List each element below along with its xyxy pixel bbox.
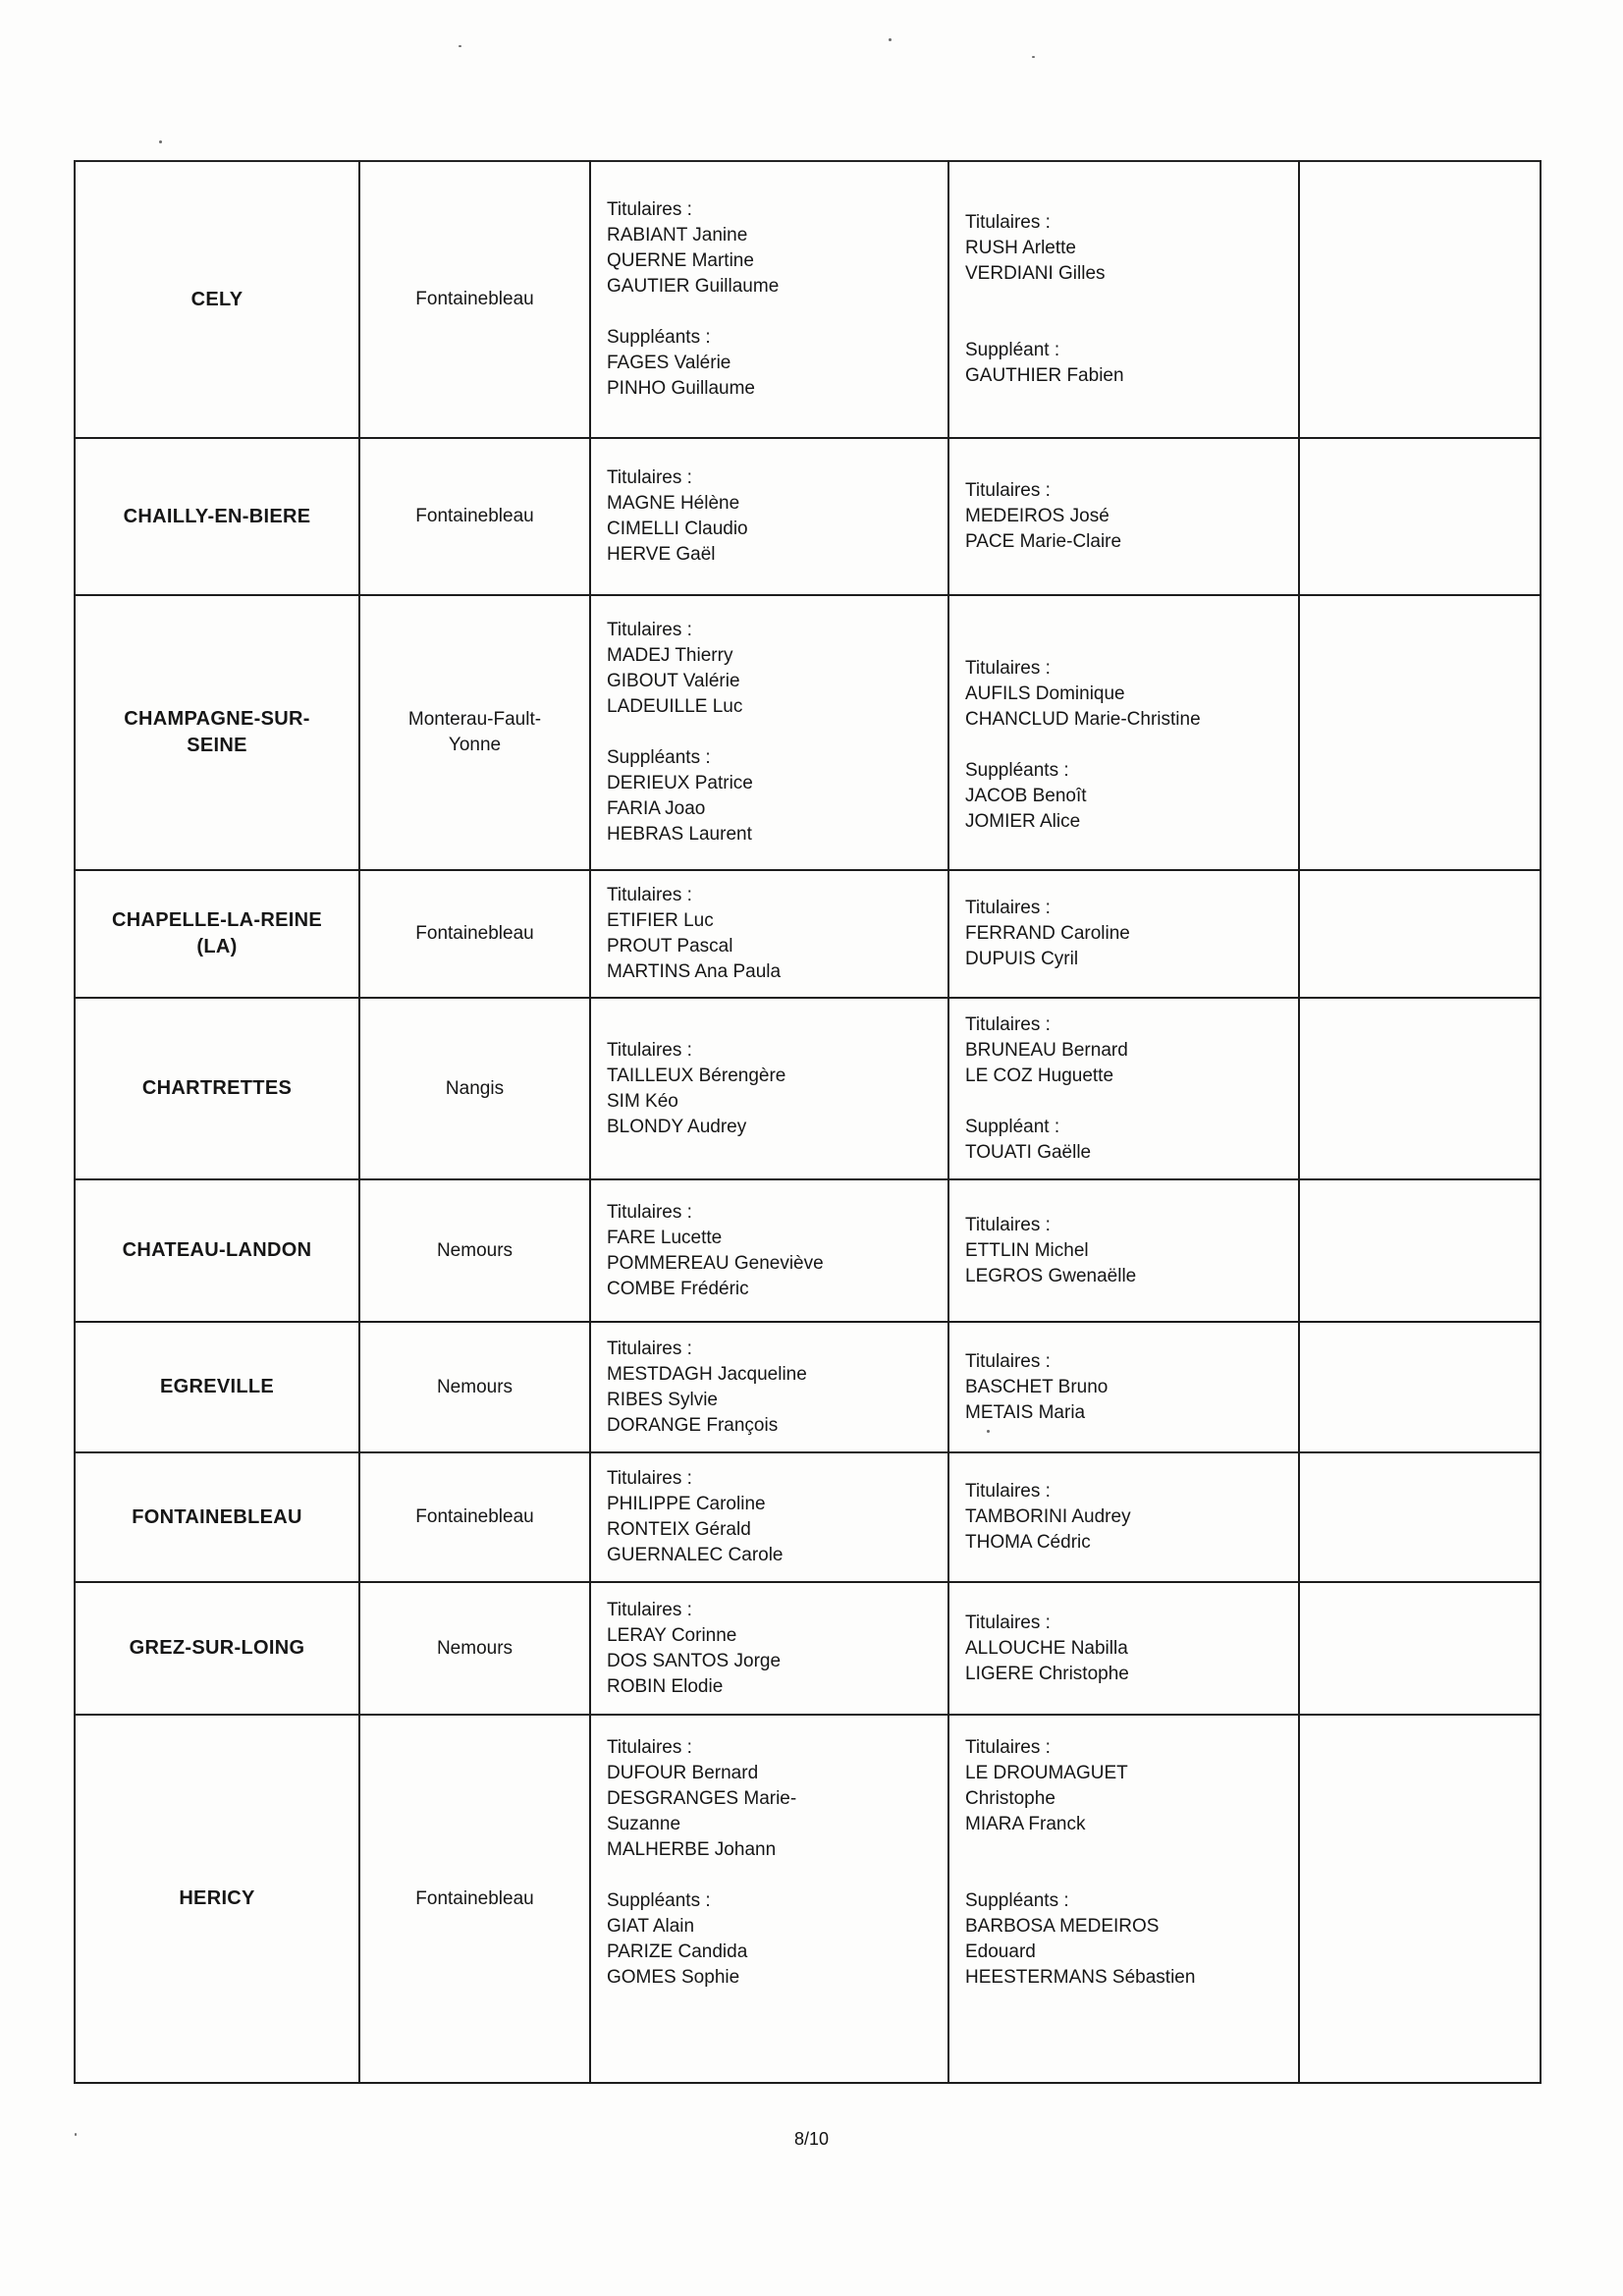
delegates-a-cell <box>590 1452 948 1582</box>
empty-cell <box>1299 1582 1541 1715</box>
text-line: Titulaires : <box>607 1201 692 1223</box>
text-line: BARBOSA MEDEIROS <box>965 1916 1160 1937</box>
text-line <box>965 287 1290 312</box>
text-line: LEGROS Gwenaëlle <box>965 1265 1137 1286</box>
text-line: Christophe <box>965 1788 1055 1809</box>
text-line: GUERNALEC Carole <box>607 1545 784 1565</box>
text-line: DUFOUR Bernard <box>607 1763 759 1783</box>
text-line: MESTDAGH Jacqueline <box>607 1363 807 1385</box>
text-line: TAILLEUX Bérengère <box>607 1065 786 1086</box>
canton-cell <box>359 1452 590 1582</box>
text-line: GREZ-SUR-LOING <box>129 1637 305 1659</box>
text-line: PACE Marie-Claire <box>965 531 1122 552</box>
commune-cell <box>75 1715 359 2083</box>
commune-cell <box>75 998 359 1179</box>
canton-cell <box>359 1179 590 1322</box>
text-line <box>965 1837 1290 1863</box>
text-line: Suzanne <box>607 1814 681 1834</box>
text-line: TAMBORINI Audrey <box>965 1506 1131 1527</box>
scan-speck <box>159 140 162 143</box>
text-line: COMBE Frédéric <box>607 1278 749 1299</box>
text-line: VERDIANI Gilles <box>965 263 1106 284</box>
text-line: Titulaires : <box>965 1737 1051 1758</box>
text-line: GAUTIER Guillaume <box>607 276 780 297</box>
delegates-a-cell <box>590 1179 948 1322</box>
text-line: LIGERE Christophe <box>965 1663 1129 1684</box>
text-line: BRUNEAU Bernard <box>965 1039 1128 1061</box>
text-line: ETIFIER Luc <box>607 910 714 931</box>
text-line: Titulaires : <box>965 658 1051 679</box>
delegates-table <box>74 160 1542 2084</box>
delegates-b-cell <box>948 1715 1299 2083</box>
text-line: PARIZE Candida <box>607 1941 748 1962</box>
empty-cell <box>1299 161 1541 438</box>
delegates-b-cell <box>948 161 1299 438</box>
text-line: PHILIPPE Caroline <box>607 1494 766 1514</box>
text-line: Yonne <box>448 735 502 755</box>
text-line: TOUATI Gaëlle <box>965 1141 1092 1163</box>
commune-cell <box>75 1452 359 1582</box>
text-line: CHARTRETTES <box>141 1077 293 1099</box>
table-row <box>75 1582 1541 1715</box>
delegates-b-cell <box>948 998 1299 1179</box>
text-line: SIM Kéo <box>607 1090 678 1112</box>
text-line: LE DROUMAGUET <box>965 1763 1128 1783</box>
canton-cell <box>359 1582 590 1715</box>
text-line: Titulaires : <box>965 1612 1051 1633</box>
commune-cell <box>75 438 359 595</box>
text-line: MIARA Franck <box>965 1814 1086 1834</box>
text-line: Fontainebleau <box>415 1506 534 1527</box>
text-line: DESGRANGES Marie- <box>607 1788 797 1809</box>
text-line: Suppléants : <box>965 760 1069 781</box>
text-line: CHAMPAGNE-SUR- <box>124 708 310 730</box>
text-line: Titulaires : <box>607 885 692 905</box>
empty-cell <box>1299 1179 1541 1322</box>
text-line <box>607 1863 940 1888</box>
text-line: CHAILLY-EN-BIERE <box>123 505 311 527</box>
text-line: RONTEIX Gérald <box>607 1519 751 1540</box>
text-line: DUPUIS Cyril <box>965 949 1079 969</box>
text-line: Titulaires : <box>607 467 692 488</box>
text-line: Edouard <box>965 1941 1036 1962</box>
text-line: Titulaires : <box>965 1481 1051 1502</box>
text-line: Fontainebleau <box>415 1887 534 1909</box>
text-line: Titulaires : <box>607 1039 692 1061</box>
text-line: FONTAINEBLEAU <box>132 1505 302 1528</box>
empty-cell <box>1299 1715 1541 2083</box>
commune-cell <box>75 1322 359 1452</box>
canton-cell <box>359 998 590 1179</box>
delegates-b-cell <box>948 1452 1299 1582</box>
delegates-a-cell <box>590 595 948 870</box>
text-line: BLONDY Audrey <box>607 1116 747 1137</box>
commune-cell <box>75 870 359 998</box>
delegates-a-cell <box>590 870 948 998</box>
text-line: METAIS Maria <box>965 1401 1086 1423</box>
text-line: ALLOUCHE Nabilla <box>965 1637 1128 1659</box>
text-line: Titulaires : <box>607 1338 692 1359</box>
text-line: Monterau-Fault- <box>407 709 542 730</box>
delegates-a-cell <box>590 161 948 438</box>
scan-speck <box>459 45 461 47</box>
delegates-a-cell <box>590 438 948 595</box>
text-line: HEESTERMANS Sébastien <box>965 1967 1196 1988</box>
text-line <box>607 720 940 745</box>
delegates-b-cell <box>948 870 1299 998</box>
empty-cell <box>1299 595 1541 870</box>
text-line: ETTLIN Michel <box>965 1239 1089 1261</box>
text-line: MALHERBE Johann <box>607 1839 777 1860</box>
text-line: MAGNE Hélène <box>607 493 740 514</box>
text-line: DOS SANTOS Jorge <box>607 1650 782 1671</box>
text-line: CIMELLI Claudio <box>607 519 748 539</box>
canton-cell <box>359 438 590 595</box>
scan-speck <box>1032 56 1035 58</box>
text-line: Fontainebleau <box>415 923 534 944</box>
text-line <box>965 1089 1290 1115</box>
text-line: PROUT Pascal <box>607 936 733 957</box>
text-line: Titulaires : <box>607 620 692 640</box>
text-line: GIAT Alain <box>607 1916 695 1937</box>
canton-cell <box>359 1715 590 2083</box>
text-line: GOMES Sophie <box>607 1967 740 1988</box>
text-line: CELY <box>190 288 243 310</box>
text-line: DERIEUX Patrice <box>607 773 753 793</box>
table-row <box>75 1715 1541 2083</box>
commune-cell <box>75 161 359 438</box>
table-row <box>75 595 1541 870</box>
table-row <box>75 1452 1541 1582</box>
text-line: CHATEAU-LANDON <box>122 1239 312 1261</box>
text-line: DORANGE François <box>607 1414 779 1436</box>
table-row <box>75 1179 1541 1322</box>
text-line: HERVE Gaël <box>607 544 716 565</box>
text-line: Titulaires : <box>965 1350 1051 1372</box>
text-line: Titulaires : <box>607 1599 692 1620</box>
text-line: Suppléant : <box>965 340 1060 360</box>
text-line: MADEJ Thierry <box>607 645 733 666</box>
text-line: FERRAND Caroline <box>965 923 1130 944</box>
text-line: FAGES Valérie <box>607 353 731 373</box>
delegates-a-cell <box>590 1322 948 1452</box>
text-line: Titulaires : <box>607 1737 692 1758</box>
canton-cell <box>359 1322 590 1452</box>
text-line: FARE Lucette <box>607 1227 723 1248</box>
text-line: MARTINS Ana Paula <box>607 961 782 982</box>
canton-cell <box>359 595 590 870</box>
text-line: GAUTHIER Fabien <box>965 365 1124 386</box>
text-line: Nemours <box>436 1239 514 1261</box>
text-line: (LA) <box>196 936 238 957</box>
text-line: SEINE <box>187 735 247 756</box>
text-line: THOMA Cédric <box>965 1532 1091 1553</box>
text-line: CHAPELLE-LA-REINE <box>112 909 322 931</box>
commune-cell <box>75 595 359 870</box>
delegates-a-cell <box>590 1715 948 2083</box>
text-line: LADEUILLE Luc <box>607 696 743 717</box>
commune-cell <box>75 1179 359 1322</box>
empty-cell <box>1299 438 1541 595</box>
canton-cell <box>359 870 590 998</box>
page-number: 8/10 <box>793 2129 830 2149</box>
text-line: MEDEIROS José <box>965 506 1109 526</box>
text-line: AUFILS Dominique <box>965 683 1125 704</box>
text-line: Suppléant : <box>965 1116 1060 1137</box>
text-line: Suppléants : <box>965 1890 1069 1911</box>
table-row <box>75 998 1541 1179</box>
text-line: RUSH Arlette <box>965 238 1076 258</box>
text-line: Fontainebleau <box>415 506 534 526</box>
text-line: Nemours <box>436 1637 514 1659</box>
text-line <box>607 300 940 325</box>
text-line: ROBIN Elodie <box>607 1675 724 1697</box>
commune-cell <box>75 1582 359 1715</box>
text-line: Titulaires : <box>965 1214 1051 1235</box>
text-line: FARIA Joao <box>607 798 706 819</box>
text-line <box>965 312 1290 338</box>
delegates-b-cell <box>948 438 1299 595</box>
table-row <box>75 161 1541 438</box>
empty-cell <box>1299 1322 1541 1452</box>
text-line <box>965 630 1290 656</box>
empty-cell <box>1299 1452 1541 1582</box>
text-line: Suppléants : <box>607 747 711 768</box>
text-line: HERICY <box>179 1887 255 1909</box>
canton-cell <box>359 161 590 438</box>
delegates-b-cell <box>948 1322 1299 1452</box>
text-line: POMMEREAU Geneviève <box>607 1252 824 1274</box>
table-row <box>75 1322 1541 1452</box>
text-line: Suppléants : <box>607 1890 711 1911</box>
text-line: BASCHET Bruno <box>965 1376 1109 1397</box>
delegates-b-cell <box>948 1179 1299 1322</box>
text-line: Titulaires : <box>965 1013 1051 1035</box>
text-line: Fontainebleau <box>415 289 534 309</box>
text-line: Nemours <box>436 1376 514 1397</box>
empty-cell <box>1299 870 1541 998</box>
text-line: Titulaires : <box>965 212 1051 233</box>
delegates-a-cell <box>590 998 948 1179</box>
text-line: Nangis <box>445 1077 505 1099</box>
text-line: QUERNE Martine <box>607 250 754 271</box>
text-line: GIBOUT Valérie <box>607 671 740 691</box>
scan-speck <box>889 38 892 41</box>
table-row <box>75 438 1541 595</box>
text-line: Titulaires : <box>965 480 1051 501</box>
text-line: JACOB Benoît <box>965 786 1087 806</box>
text-line: CHANCLUD Marie-Christine <box>965 709 1201 730</box>
table-row <box>75 870 1541 998</box>
text-line: Suppléants : <box>607 327 711 348</box>
text-line: PINHO Guillaume <box>607 378 755 399</box>
text-line: LERAY Corinne <box>607 1624 737 1646</box>
text-line: RIBES Sylvie <box>607 1389 718 1410</box>
text-line: EGREVILLE <box>159 1376 275 1397</box>
delegates-a-cell <box>590 1582 948 1715</box>
delegates-b-cell <box>948 1582 1299 1715</box>
text-line: Titulaires : <box>607 199 692 220</box>
text-line: RABIANT Janine <box>607 225 748 246</box>
text-line <box>965 733 1290 758</box>
text-line: Titulaires : <box>607 1468 692 1489</box>
text-line <box>965 1863 1290 1888</box>
text-line: HEBRAS Laurent <box>607 824 752 845</box>
text-line: Titulaires : <box>965 898 1051 918</box>
delegates-b-cell <box>948 595 1299 870</box>
text-line: JOMIER Alice <box>965 811 1081 832</box>
text-line: LE COZ Huguette <box>965 1065 1114 1086</box>
empty-cell <box>1299 998 1541 1179</box>
